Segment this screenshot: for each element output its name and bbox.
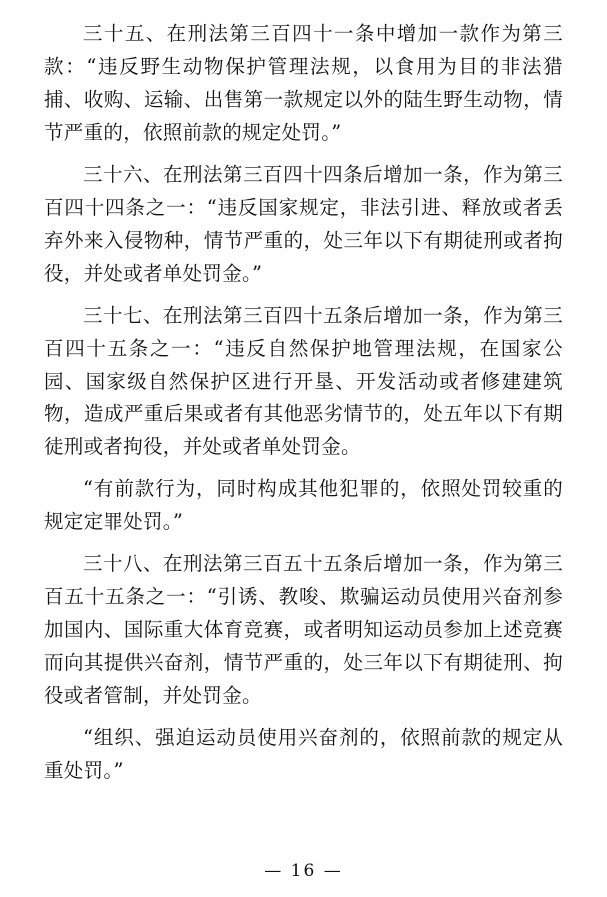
paragraph-article-38-clause-2: “组织、强迫运动员使用兴奋剂的，依照前款的规定从重处罚。” [44, 726, 563, 783]
paragraph-article-36: 三十六、在刑法第三百四十四条后增加一条，作为第三百四十四条之一：“违反国家规定，非法引进、释放或者丢弃外来入侵物种，情节严重的，处三年以下有期徒刑或者拘役，并处或者单处罚金。” [44, 162, 563, 285]
page-number: — 16 — [264, 861, 343, 881]
paragraph-article-35: 三十五、在刑法第三百四十一条中增加一款作为第三款：“违反野生动物保护管理法规，以食用为目的非法猎捕、收购、运输、出售第一款规定以外的陆生野生动物，情节严重的，依照前款的规定处罚。” [44, 22, 563, 144]
paragraph-article-38: 三十八、在刑法第三百五十五条后增加一条，作为第三百五十五条之一：“引诱、教唆、欺骗运动员使用兴奋剂参加国内、国际重大体育竞赛，或者明知运动员参加上述竞赛而向其提供兴奋剂，情节严重的，处三年以下有期徒刑、拘役或者管制，并处罚金。 [44, 552, 563, 708]
paragraph-article-37-clause-2: “有前款行为，同时构成其他犯罪的，依照处罚较重的规定定罪处罚。” [44, 477, 563, 534]
document-body [44, 18, 563, 788]
paragraph-article-37: 三十七、在刑法第三百四十五条后增加一条，作为第三百四十五条之一：“违反自然保护地管理法规，在国家公园、国家级自然保护区进行开垦、开发活动或者修建建筑物，造成严重后果或者有其他恶劣情节的，处五年以下有期徒刑或者拘役，并处或者单处罚金。 [44, 303, 563, 459]
